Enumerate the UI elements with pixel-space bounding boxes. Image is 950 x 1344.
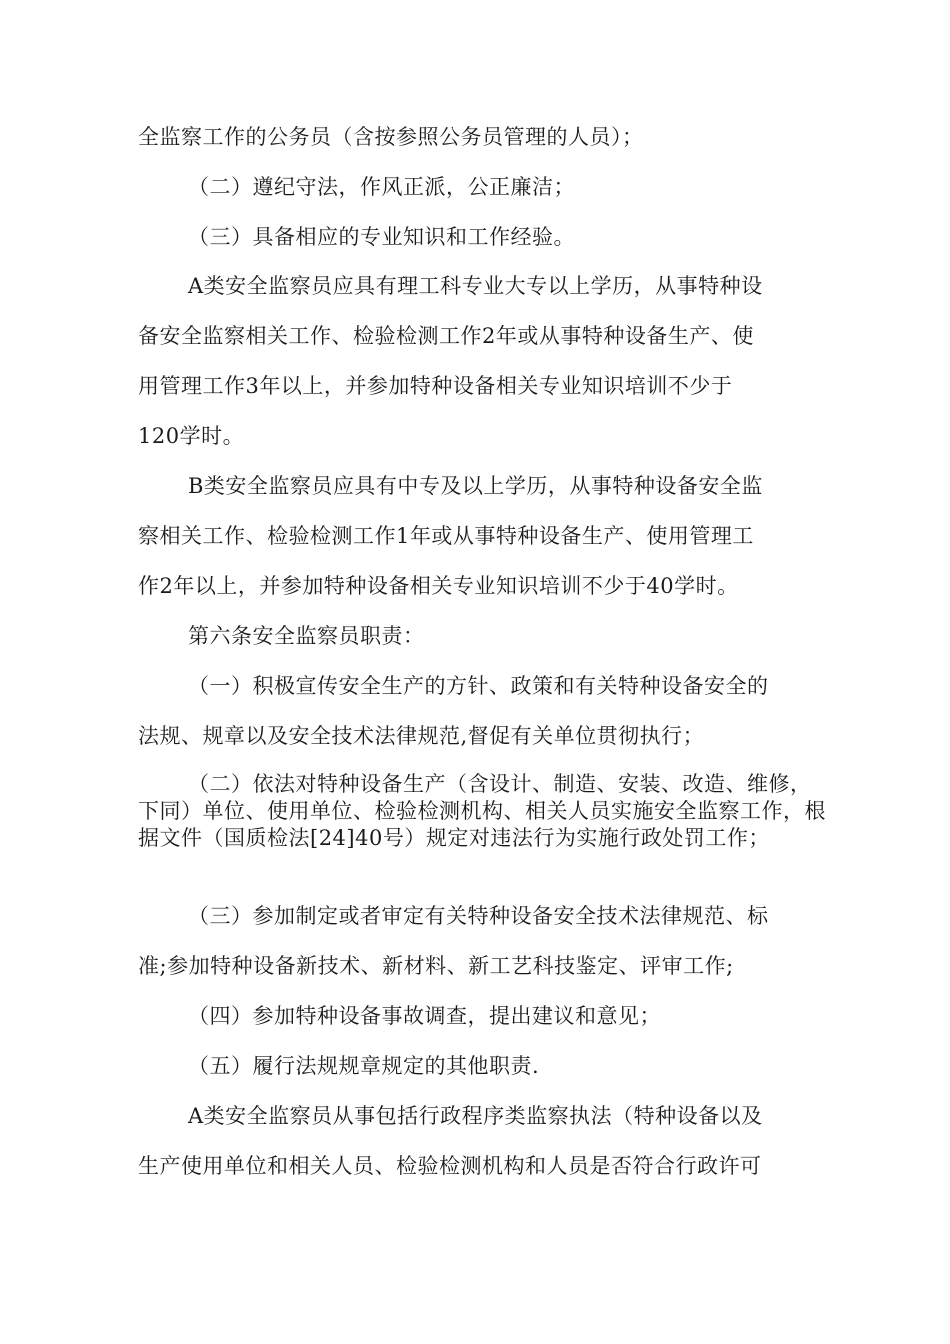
text-line: A类安全监察员从事包括行政程序类监察执法（特种设备以及 bbox=[188, 1104, 763, 1128]
text-line: （二）遵纪守法，作风正派，公正廉洁； bbox=[188, 175, 575, 199]
text-line: A类安全监察员应具有理工科专业大专以上学历，从事特种设 bbox=[188, 274, 763, 298]
text-line: （四）参加特种设备事故调查，提出建议和意见； bbox=[188, 1004, 661, 1028]
text-line: 法规、规章以及安全技术法律规范,督促有关单位贯彻执行； bbox=[138, 724, 705, 748]
text-line: （三）具备相应的专业知识和工作经验。 bbox=[188, 225, 575, 249]
text-line: 准;参加特种设备新技术、新材料、新工艺科技鉴定、评审工作; bbox=[138, 954, 734, 978]
dense-paragraph: （二）依法对特种设备生产（含设计、制造、安装、改造、维修，下同）单位、使用单位、检验检测机构、相关人员实施安全监察工作，根据文件（国质检法[24]40号）规定对违法行为实施行政处罚工作； bbox=[138, 772, 826, 850]
text-line: 察相关工作、检验检测工作1年或从事特种设备生产、使用管理工 bbox=[138, 524, 754, 548]
text-line: 120学时。 bbox=[138, 424, 245, 448]
text-line: 作2年以上，并参加特种设备相关专业知识培训不少于40学时。 bbox=[138, 574, 739, 598]
text-line: 全监察工作的公务员（含按参照公务员管理的人员）； bbox=[138, 125, 644, 149]
text-line: 生产使用单位和相关人员、检验检测机构和人员是否符合行政许可 bbox=[138, 1154, 762, 1178]
section-heading: 第六条安全监察员职责： bbox=[188, 624, 425, 648]
text-line: B类安全监察员应具有中专及以上学历，从事特种设备安全监 bbox=[188, 474, 763, 498]
text-line: （一）积极宣传安全生产的方针、政策和有关特种设备安全的 bbox=[188, 674, 769, 698]
text-line: 备安全监察相关工作、检验检测工作2年或从事特种设备生产、使 bbox=[138, 324, 754, 348]
text-line: （五）履行法规规章规定的其他职责. bbox=[188, 1054, 540, 1078]
text-line: （三）参加制定或者审定有关特种设备安全技术法律规范、标 bbox=[188, 904, 769, 928]
text-line: 用管理工作3年以上，并参加特种设备相关专业知识培训不少于 bbox=[138, 374, 733, 398]
